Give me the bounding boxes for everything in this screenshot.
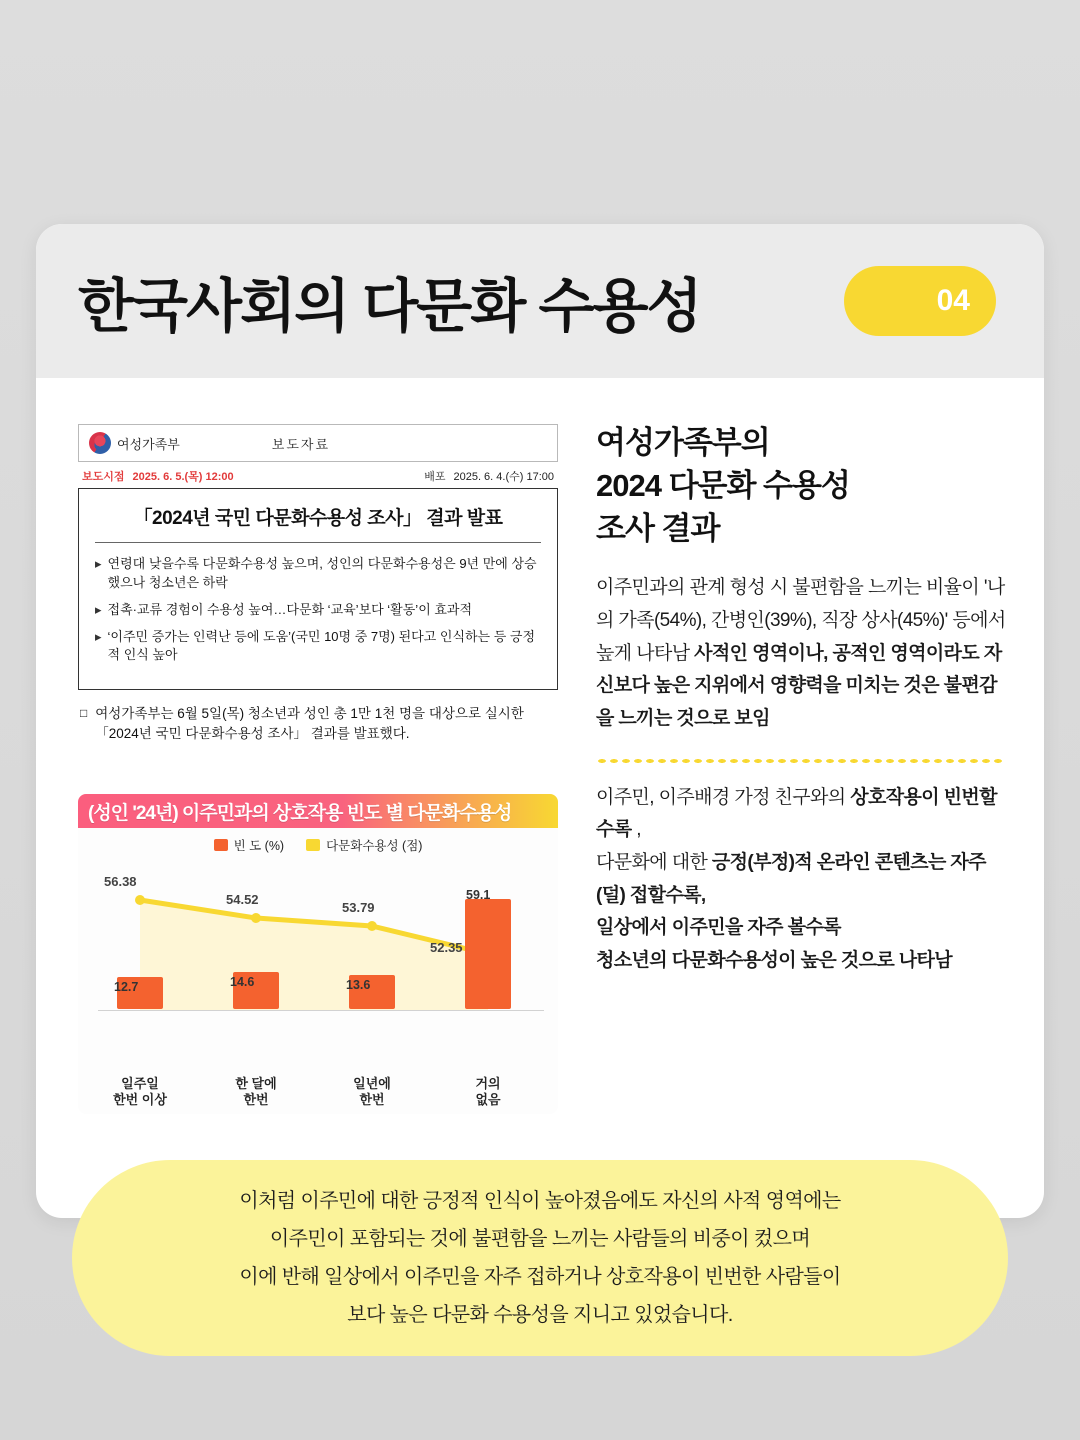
line-value-label: 54.52: [226, 892, 259, 907]
summary-text-plain: ,: [636, 819, 641, 841]
chart-title: (성인 '24년) 이주민과의 상호작용 빈도 별 다문화수용성: [88, 803, 512, 824]
legend-label: 다문화수용성 (점): [326, 839, 423, 853]
callout-line: 이에 반해 일상에서 이주민을 자주 접하거나 상호작용이 빈번한 사람들이: [239, 1266, 841, 1288]
summary-text-bold: 사적인 영역이나, 공적인 영역이라도 자신보다 높은 지위에서 영향력을 미치는 것은 불편감을 느끼는 것으로 보임: [596, 642, 1002, 729]
summary-text-bold: 청소년의 다문화수용성이 높은 것으로 나타남: [596, 950, 953, 972]
section-number: 04: [936, 284, 970, 317]
legend-swatch-icon: [214, 839, 228, 851]
bar-value-label: 59.1: [466, 888, 491, 902]
legend-swatch-icon: [306, 839, 320, 851]
ministry-name: 여성가족부: [117, 436, 180, 452]
government-emblem-icon: [89, 432, 111, 454]
clipping-note: [78, 704, 558, 745]
summary-text-plain: 이주민과의 관계 형성 시 불편함을 느끼는 비율이 '나의 가족(54%), 간병인(39%), 직장 상사(45%)' 등에서 높게 나타남: [596, 577, 1006, 664]
section-number-badge: [844, 266, 996, 336]
x-axis-label: 거의 없음: [475, 1075, 501, 1107]
distribute-label: 배포: [424, 471, 446, 483]
legend-item-frequency: [214, 836, 285, 854]
callout-line: 이주민이 포함되는 것에 불편함을 느끼는 사람들의 비중이 컸으며: [269, 1228, 811, 1250]
x-axis-label: 일년에 한번: [353, 1075, 391, 1107]
summary-title-line: 2024 다문화 수용성: [596, 467, 850, 503]
clipping-note-text: 여성가족부는 6월 5일(목) 청소년과 성인 총 1만 1천 명을 대상으로 실시한 「2024년 국민 다문화수용성 조사」 결과를 발표했다.: [95, 706, 524, 742]
bullet-marker-icon: ▸: [95, 601, 102, 617]
x-axis-label: 한 달에 한번: [235, 1075, 277, 1107]
callout-line: 보다 높은 다문화 수용성을 지니고 있었습니다.: [347, 1304, 733, 1326]
clipping-bullet-text: 연령대 낮을수록 다문화수용성 높으며, 성인의 다문화수용성은 9년 만에 상승했으나 청소년은 하락: [107, 556, 537, 590]
summary-column: [596, 422, 1006, 978]
x-axis-label: 일주일 한번 이상: [113, 1075, 167, 1107]
line-value-label: 56.38: [104, 874, 137, 889]
bullet-marker-icon: ▸: [95, 556, 102, 571]
content-card: [36, 224, 1044, 1218]
callout-line: 이처럼 이주민에 대한 긍정적 인식이 높아졌음에도 자신의 사적 영역에는: [239, 1190, 841, 1212]
embargo-label: 보도시점: [82, 471, 125, 483]
clipping-dates: [78, 462, 558, 488]
summary-text-bold: 상호작용이 빈번할수록: [596, 786, 997, 841]
line-value-label: 52.35: [430, 940, 463, 955]
chart-plot-area: [78, 828, 558, 1114]
summary-paragraph-2: [596, 782, 1006, 978]
summary-text-bold: 일상에서 이주민을 자주 볼수록: [596, 917, 841, 939]
legend-item-acceptance: [306, 836, 422, 854]
document-type-label: 보도자료: [271, 436, 331, 452]
chart-baseline: [98, 1010, 544, 1011]
embargo-value: 2025. 6. 5.(목) 12:00: [132, 471, 234, 483]
summary-text-bold: 긍정(부정)적 온라인 콘텐츠는 자주(덜) 접할수록,: [596, 852, 986, 906]
clipping-bullet: [95, 601, 541, 620]
clipping-bullet: [95, 555, 541, 593]
card-header: [36, 224, 1044, 378]
bullet-marker-icon: ▸: [95, 628, 102, 644]
square-bullet-icon: □: [80, 706, 88, 721]
clipping-body: [78, 488, 558, 690]
bar-value-label: 14.6: [230, 975, 255, 989]
summary-title-line: 여성가족부의: [596, 425, 770, 460]
bar-none: [465, 899, 511, 1009]
clipping-headline: 「2024년 국민 다문화수용성 조사」 결과 발표: [95, 503, 541, 543]
chart-canvas: [78, 862, 558, 1062]
clipping-bullet-text: ‘이주민 증가는 인력난 등에 도움’(국민 10명 중 7명) 된다고 인식하는 등 긍정적 인식 높아: [107, 628, 536, 663]
summary-paragraph-1: [596, 572, 1006, 735]
distribute-value: 2025. 6. 4.(수) 17:00: [453, 471, 554, 483]
chart-legend: [78, 828, 558, 854]
summary-text-plain: 다문화에 대한: [596, 852, 712, 873]
chart-figure: [78, 794, 558, 1114]
summary-title-line: 조사 결과: [596, 510, 720, 546]
page-title: 한국사회의 다문화 수용성: [78, 274, 701, 339]
conclusion-callout: [72, 1160, 1008, 1356]
bar-value-label: 13.6: [346, 978, 371, 992]
clipping-bullet-text: 접촉·교류 경험이 수용성 높여…다문화 ‘교육’보다 ‘활동’이 효과적: [107, 601, 473, 617]
dotted-divider: [596, 758, 1006, 764]
bar-value-label: 12.7: [114, 980, 139, 994]
chart-title-band: [78, 794, 558, 828]
clipping-bullet: [95, 628, 541, 666]
clipping-masthead: [78, 424, 558, 462]
line-value-label: 53.79: [342, 900, 375, 915]
legend-label: 빈 도 (%): [233, 839, 285, 853]
summary-text-plain: 이주민, 이주배경 가정 친구와의: [596, 786, 851, 808]
press-release-clipping: [78, 424, 558, 745]
summary-title: [596, 422, 1006, 550]
